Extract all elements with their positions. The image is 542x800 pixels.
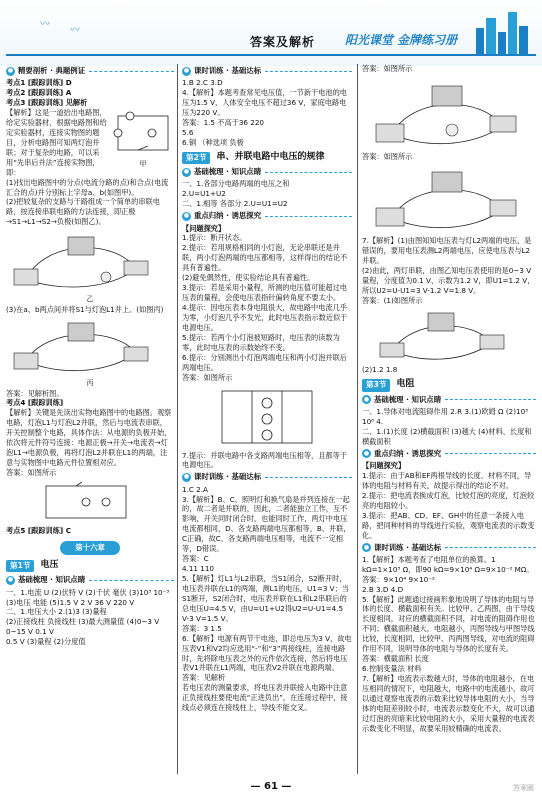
answer-line: 6.【解析】电源有两节干电池，即总电压为3 V，故电压表V1和V2均应选用“-”和“3”两接线柱，连接电路时，先将除电压表之外的元件依次连接，然后将电压表V1并联在L1两端，电压表V2并联在电源两端。: [182, 633, 352, 673]
answer-line: 2.B 3.D 4.D: [362, 584, 404, 594]
answer-line: 3.【解析】B、C、照明灯和换气扇是并列连接在一起的，故二者是并联的，因此，二者能独立工作，互不影响，开关同时闭合时，也能同时工作，两灯中电压电流都相同，D、各支路两端电压都相等，B、并联，C正确，故C、各支路两端电压相等，电流不一定相等，D错误。: [182, 494, 351, 554]
answer-line: (2)由此，两灯串联，由图乙知电压表使用的是0~3 V量程，分度值为0.1 V，示数为1.2 V，即U1=1.2 V，所以U2=U-U1=3 V-1.2 V=1.8 V。: [362, 265, 535, 295]
answer-line: 答案：(1)如图所示: [362, 295, 423, 305]
answer-line: 考点1 [跟踪训练] D: [6, 78, 72, 88]
answer-line: 考点2 [跟踪训练] A: [6, 88, 72, 98]
answer-line: 5.【解析】灯L1与L2串联，当S1闭合，S2断开时，电压表并联在L1的两端，测L1的电压，U1=3 V；当S1断开，S2闭合时，电压表并联在L1和L2串联后的总电压U=4.5 V，由U=U1+U2得U2=U-U1=4.5 V-3 V=1.5 V。: [182, 574, 349, 623]
header-slogan: 阳光课堂 金牌练习册: [345, 33, 458, 47]
circuit-diagram-answer: [36, 480, 136, 524]
answer-line: 考点3 [跟踪训练] 见解析: [6, 98, 88, 108]
bird-icon: 〰: [70, 25, 80, 36]
answer-line: (2)1.2 1.8: [362, 365, 398, 375]
circuit-photo-answer: [372, 307, 522, 363]
lesson-header: [362, 379, 536, 391]
section-heading: ● 精要剖析 · 典题例证: [6, 66, 174, 76]
answer: 答案：见解析图。: [6, 388, 64, 398]
answer-line: 二、1.(1)长度 (2)横截面积 (3)越大 (4)材料、长度和横截面积: [362, 426, 532, 446]
lesson-header: [182, 152, 352, 164]
answer-line: 1.【解析】本题考查了电阻单位的换算。1 kΩ=1×10³ Ω，即90 kΩ=9×10⁴ Ω=9×10⁻² MΩ。: [362, 554, 534, 574]
answer-line: 1.B 2.C 3.D: [182, 78, 223, 88]
column-divider: [177, 64, 178, 774]
answer-line: 答案：3 1.5: [182, 623, 222, 633]
bullet-icon: ●: [7, 66, 14, 74]
section-heading: ● 课时训练 · 基础达标: [182, 472, 352, 482]
figure-label: 甲: [139, 160, 147, 169]
answer-line: 3.提示：把AB、CD、EF、GH中的任意一条接入电路，把同种材料的导线进行实验，观察电流表的示数变化。: [362, 510, 535, 540]
answer-line: 7.提示：并联电路中各支路两端电压相等，且都等于电源电压。: [182, 450, 347, 470]
circuit-photo-yi: [6, 229, 156, 293]
bird-icon: 〰: [40, 19, 50, 30]
answer: 答案：如图所示: [362, 64, 413, 73]
bullet-icon: ●: [183, 212, 190, 220]
explanation: 【解析】关键是先读出实物电路图中的电路图。观察电路，灯泡L1与灯泡L2并联，然后与电流表串联，开关控制整个电路，具体作法：从电源的负极开始，依次将元件符号连接：电源正极→开关→电流表→灯泡L1→电源负极，再将灯泡L2并联在L1的两端，注意与实物图中电路元件位置相对应。: [6, 408, 172, 468]
column-3: [362, 64, 536, 734]
header-title: 答案及解析: [250, 35, 316, 49]
header-rule: [6, 54, 536, 56]
bullet-icon: ●: [363, 395, 370, 403]
answer-line: 5.提示：若两个小灯泡被短路时，电压表的读数为零，此时电压表的示数始终不变。: [182, 332, 340, 352]
answer-line: 4.【解析】本题考查常见电压值，一节新干电池的电压为1.5 V，人体安全电压不超过36 V，家庭电路电压为220 V。: [182, 88, 347, 118]
bullet-icon: ●: [7, 576, 14, 584]
column-divider: [357, 64, 358, 774]
answer: 答案：如图所示: [362, 151, 413, 161]
answer-line: 4.提示：因电压表本身电阻很大，故电路中电流几乎为零，小灯泡几乎不发光，此时电压表指示数近似于电源电压。: [182, 303, 348, 332]
section-heading: ● 基础梳理 · 知识点睛: [182, 167, 352, 177]
circuit-photo-top: [362, 76, 532, 150]
circuit-diagram-jia: [112, 110, 174, 158]
answer: 答案：如图所示: [182, 372, 233, 382]
answer-line: 2.提示：若用规格相同的小灯泡，无论串联还是并联，两小灯泡两端的电压都相等，这样得出的结论不具有普遍性。: [182, 243, 348, 273]
bullet-icon: ●: [183, 473, 190, 481]
lesson-tag: 第3节: [362, 379, 390, 391]
answer-line: 1.提示：由于AB和EF两根导线的长度、材料不同，导体的电阻与材料有关，故提示得出的结论不对。: [362, 470, 532, 490]
bullet-icon: ●: [363, 449, 370, 457]
figure-label: 乙: [86, 295, 94, 304]
chapter-banner: 第十六章: [60, 541, 120, 555]
skyline-icon: [472, 8, 532, 54]
answer-line: 一、1.电流 U (2)伏特 V (2)千伏 毫伏 (3)10³ 10⁻³ (3)电压 电能 (5)1.5 V 2 V 36 V 220 V: [6, 587, 170, 607]
answer-line: 7.【解析】(1)由图知知电压表与灯L2两端的电压，是错误的，要用电压表测L2两端电压，应使电压表与L2并联。: [362, 235, 532, 265]
section-heading: ● 重点归纳 · 诱思探究: [362, 449, 536, 459]
answer-line: 6.铜 （种选项 负极: [182, 137, 244, 147]
watermark: 答案圈: [513, 784, 534, 792]
answer-line: (2)避免偶然性，使实验结论具有普遍性。: [182, 273, 315, 283]
answer-line: 考点4 [跟踪训练]: [6, 398, 64, 408]
answer-line: 6.控制变量法 材料: [362, 664, 422, 674]
column-1: [6, 64, 174, 647]
section-heading: ● 基础梳理 · 知识点睛: [362, 395, 536, 405]
answer-line: 若电压表的测量要求，将电压表并联接入电路中注意正负接线柱要使电流“正进负出”，在连接过程中，接线点必须连在接线柱上，导线不能交叉。: [182, 683, 348, 713]
answer-line: 0.5 V (3)量程 (2)分度值: [6, 637, 86, 647]
lesson-title: 电阻: [396, 379, 415, 390]
circuit-photo-bottom: [362, 164, 532, 234]
page-number: — 61 —: [250, 781, 292, 792]
answer-line: 2.U=U1+U2: [182, 189, 226, 199]
answer-line: 5.【解析】此题通过接画形象地说明了导体的电阻与导体的长度、横截面积有关。比较甲、乙两图，由于导线长度相同，对应的横截面积不同，对电流的阻碍作用也不同；横截面积越大，电阻越小，丙图导线与甲图导线比较，长度相同，比较甲、丙两图导线，对电流的阻碍作用不同，说明导体的电阻与导体的长度有关。: [362, 594, 535, 654]
explanation: (1)找出电路图中的分点(电流分路的点)和合点(电流汇合的点)并分别标上字母a、b(如图甲)。: [6, 177, 169, 197]
lesson-tag: 第1节: [6, 560, 34, 572]
answer: 答案：如图所示: [6, 468, 57, 478]
section-heading: ● 课时训练 · 基础达标: [182, 66, 352, 76]
answer-line: 4.11 110: [182, 564, 215, 574]
answer-line: 二、1.电压大小 2.(1)3 (3)量程: [6, 607, 107, 617]
page-header: [0, 0, 542, 66]
answer-line: 考点5 [跟踪训练] C: [6, 525, 71, 535]
column-2: [182, 64, 352, 713]
answer-line: 6.提示：分别测出小灯泡两端电压和两小灯泡并联后两端电压。: [182, 352, 347, 372]
section-heading: ● 重点归纳 · 诱思探究: [182, 211, 352, 221]
section-heading: ● 课时训练 · 基础达标: [362, 543, 536, 553]
answer-line: 1.提示：断开状态。: [182, 233, 247, 243]
section-heading: ● 基础梳理 · 知识点睛: [6, 575, 174, 585]
answer-line: 1.C 2.A: [182, 484, 208, 494]
answer-line: 3.提示：若是采用小量程，所测的电压值可能超过电压表的量程，会使电压表指针偏转角度不要太小。: [182, 283, 347, 303]
explanation: 【解析】这是一道拾出电路图，给定实验器材，根据电路图和给定实验器材，连接实物图的题目，分析电路图可知两灯泡并联；对于复杂的电路，可以采用“先串后并法”连接实物图，即：: [6, 108, 107, 177]
answer-line: 2.提示：把电流表换成灯泡，比较灯泡的亮度，灯泡较亮的电阻较小。: [362, 490, 535, 510]
question-head: 【问题探究】: [362, 461, 406, 471]
lesson-title: 串、并联电路中电压的规律: [216, 151, 325, 162]
circuit-diagram-parallel: [212, 385, 322, 449]
bullet-icon: ●: [183, 168, 190, 176]
explanation: (2)把较复杂的支路与干路组成一个简单的串联电路，按连接串联电路的方法连接，即正极→S1→L1→S2→负极(如图乙)。: [6, 197, 160, 227]
lesson-header: [6, 560, 174, 572]
answer-line: 5.6: [182, 127, 194, 137]
answer-line: 二、1.相等 各部分 2.U=U1=U2: [182, 199, 288, 209]
circuit-photo-bing: [6, 317, 156, 377]
answer-line: 答案：9×10⁴ 9×10⁻²: [362, 574, 435, 584]
bullet-icon: ●: [183, 66, 190, 74]
answer-line: 答案：横截面积 长度: [362, 654, 429, 664]
lesson-title: 电压: [40, 559, 59, 570]
answer-line: 7.【解析】电流表示数越大时，导体的电阻越小，在电压相同的情况下，电阻越大，电路中的电流越小，故可以通过观察电流表的示数来比较导体电阻的大小，当导体的电阻差别较小时，电流表示数变化不大，故可以通过灯泡的亮暗来比较电阻的大小，采用大量程的电流表示数变化不明显，故要采用较精确的电流表。: [362, 674, 535, 733]
lesson-tag: 第2节: [182, 152, 210, 164]
bullet-icon: ●: [363, 543, 370, 551]
answer-line: 一、1.导体对电流阻碍作用 2.R 3.(1)欧姆 Ω (2)10³ 10⁶ 4.: [362, 407, 529, 426]
answer-line: 答案：C: [182, 554, 209, 564]
answer-line: 答案：见解析: [182, 673, 226, 683]
answer-line: (2)正接线柱 负接线柱 (3)最大测量值 (4)0~3 V 0~15 V 0.1 V: [6, 617, 160, 637]
answer-line: 答案：1.5 不高于36 220: [182, 117, 264, 127]
question-head: 【问题探究】: [182, 223, 226, 233]
answer-line: 一、1.各部分电路两端的电压之和: [182, 179, 290, 189]
figure-label: 丙: [86, 378, 94, 387]
explanation: (3)在a、b两点间并将S1与灯泡L1并上。(如图丙): [6, 304, 164, 314]
